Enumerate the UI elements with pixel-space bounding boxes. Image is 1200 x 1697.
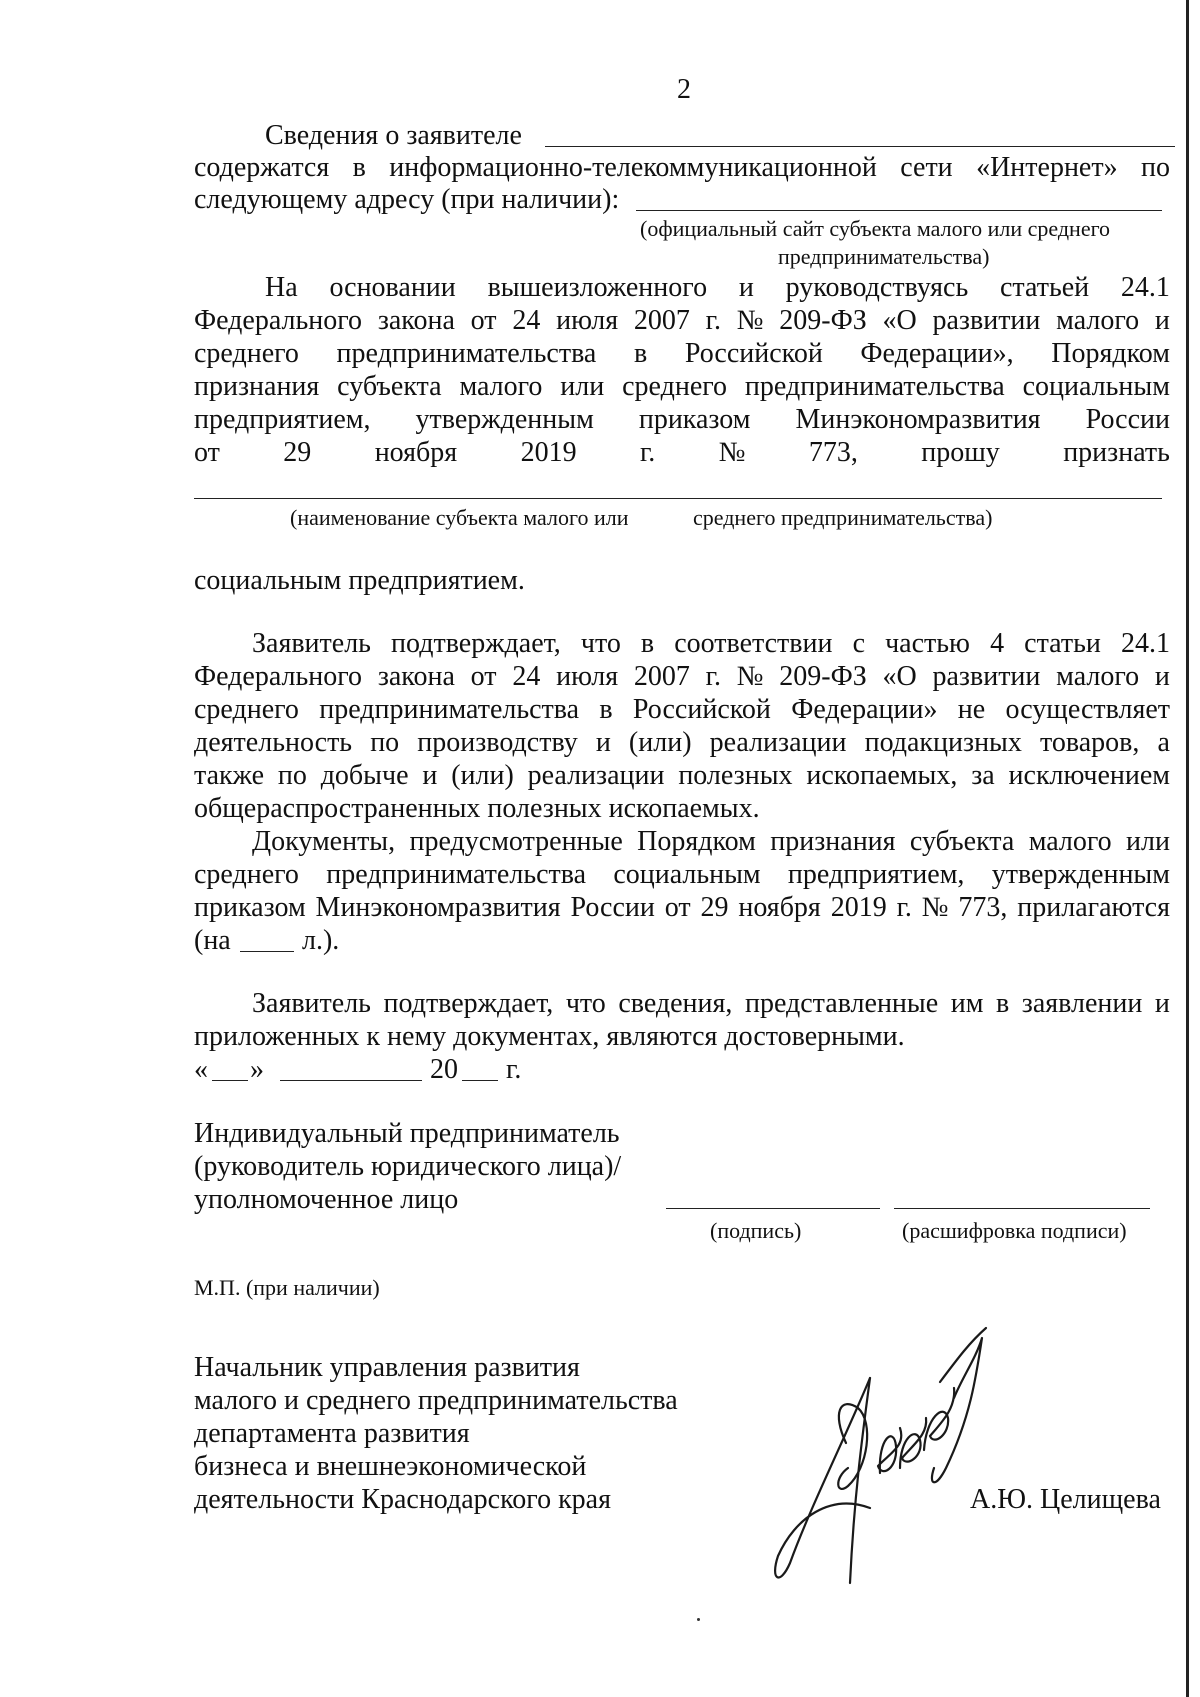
basis-ending: социальным предприятием. <box>194 565 525 596</box>
word: ископаемых, <box>806 760 958 791</box>
applicant-label: Сведения о заявителе <box>265 120 522 151</box>
word: Российской <box>684 338 823 369</box>
word: приказом <box>638 404 751 435</box>
word: 2019 <box>520 437 577 468</box>
word: Российской <box>632 694 771 725</box>
word: 209-ФЗ <box>779 661 867 692</box>
word: Порядком <box>637 826 756 857</box>
word: приказом <box>194 892 306 923</box>
word: 773, <box>808 437 858 468</box>
word: признания <box>770 826 896 857</box>
documents-line-1 <box>252 826 1170 858</box>
basis-line-3 <box>194 338 1170 370</box>
word: июля <box>556 305 619 336</box>
word: от <box>664 892 691 923</box>
confirm2-line-2: приложенных к нему документах, являются достоверными. <box>194 1021 905 1052</box>
word: Минэкономразвития <box>315 892 561 923</box>
word: малого <box>459 371 543 402</box>
word: реализации <box>527 760 665 791</box>
word: закона <box>377 305 455 336</box>
word: (или) <box>451 760 514 791</box>
documents-line-3 <box>194 892 1170 924</box>
word: руководствуясь <box>785 272 969 303</box>
word: 2019 <box>830 892 887 923</box>
address-hint-1: (официальный сайт субъекта малого или среднего <box>640 216 1111 241</box>
word: утвержденным <box>991 859 1170 890</box>
word: подтверждает, <box>383 988 554 1019</box>
word: статьи <box>1024 628 1101 659</box>
scan-speck <box>697 1618 700 1621</box>
chief-line-5: деятельности Краснодарского края <box>194 1484 611 1515</box>
word: среднего <box>622 371 728 402</box>
word: частью <box>885 628 970 659</box>
word: по <box>277 760 307 791</box>
word: прошу <box>921 437 1000 468</box>
word: предпринимательства <box>744 371 1005 402</box>
word: малого <box>1028 826 1112 857</box>
word: 24.1 <box>1120 272 1170 303</box>
word: (или) <box>628 727 692 758</box>
date-year-blank <box>462 1080 498 1081</box>
word: а <box>1157 727 1170 758</box>
enterprise-name-blank <box>194 498 1162 499</box>
confirm1-line-3 <box>194 694 1170 726</box>
word: № <box>736 305 764 336</box>
word: Федерального <box>194 305 363 336</box>
word: г. <box>639 437 656 468</box>
word: в <box>640 628 655 659</box>
signer-line-3: уполномоченное лицо <box>194 1184 459 1215</box>
word: 4 <box>990 628 1005 659</box>
word: по <box>370 727 400 758</box>
page-number: 2 <box>677 74 691 105</box>
confirm1-line-6: общераспространенных полезных ископаемых. <box>194 793 760 824</box>
word: Заявитель <box>252 988 371 1019</box>
word: производству <box>417 727 578 758</box>
word: товаров, <box>1039 727 1140 758</box>
chief-line-3: департамента развития <box>194 1418 470 1449</box>
word: реализации <box>709 727 847 758</box>
chief-name: А.Ю. Целищева <box>970 1484 1161 1515</box>
address-label: следующему адресу (при наличии): <box>194 184 620 215</box>
word: признать <box>1063 437 1170 468</box>
word: социальным <box>613 859 761 890</box>
word: и <box>738 272 754 303</box>
signature-decode-hint: (расшифровка подписи) <box>902 1218 1127 1243</box>
word: среднего <box>194 694 299 725</box>
word: предприятием, <box>194 404 371 435</box>
word: «Интернет» <box>976 152 1118 183</box>
signer-line-1: Индивидуальный предприниматель <box>194 1118 620 1149</box>
word: 29 <box>700 892 729 923</box>
word: что <box>565 988 606 1019</box>
word: г. <box>705 661 721 692</box>
word: также <box>194 760 265 791</box>
confirm1-line-1 <box>252 628 1170 660</box>
confirm1-line-2 <box>194 661 1170 693</box>
word: от <box>470 305 497 336</box>
stamp-note: М.П. (при наличии) <box>194 1275 380 1300</box>
word: исключением <box>1008 760 1170 791</box>
basis-line-6 <box>194 437 1170 469</box>
word: соответствии <box>674 628 833 659</box>
word: 29 <box>283 437 312 468</box>
chief-line-2: малого и среднего предпринимательства <box>194 1385 678 1416</box>
word: Заявитель <box>252 628 371 659</box>
word: 24 <box>512 305 541 336</box>
word: субъекта <box>909 826 1015 857</box>
word: прилагаются <box>1017 892 1170 923</box>
word: Федерации», <box>860 338 1014 369</box>
word: сети <box>900 152 953 183</box>
basis-line-1 <box>265 272 1170 304</box>
word: за <box>971 760 995 791</box>
word: предприятием, <box>787 859 965 890</box>
basis-line-2 <box>194 305 1170 337</box>
word: Федерации» <box>791 694 938 725</box>
date-close-quote: » <box>250 1054 264 1085</box>
word: На <box>265 272 298 303</box>
signature-decode-blank <box>894 1208 1150 1209</box>
word: № <box>921 892 949 923</box>
word: полезных <box>678 760 793 791</box>
word: с <box>852 628 865 659</box>
page-edge-line <box>1186 0 1189 1697</box>
word: статьей <box>1000 272 1090 303</box>
word: или <box>560 371 605 402</box>
word: в <box>995 988 1010 1019</box>
word: утвержденным <box>415 404 594 435</box>
word: и <box>422 760 438 791</box>
word: что <box>580 628 621 659</box>
word: № <box>736 661 764 692</box>
word: среднего <box>194 859 299 890</box>
word: и <box>1154 661 1170 692</box>
date-open-quote: « <box>194 1054 208 1085</box>
date-month-blank <box>280 1080 422 1081</box>
date-year-prefix: 20 <box>430 1054 458 1085</box>
word: по <box>1141 152 1170 183</box>
word: представленные <box>744 988 939 1019</box>
date-year-suffix: г. <box>506 1054 522 1085</box>
applicant-blank <box>545 146 1175 147</box>
basis-line-5 <box>194 404 1170 436</box>
confirm2-line-1 <box>252 988 1170 1020</box>
word: подакцизных <box>864 727 1022 758</box>
word: Документы, <box>252 826 396 857</box>
date-day-blank <box>212 1080 248 1081</box>
word: № <box>718 437 746 468</box>
signature-hint: (подпись) <box>710 1218 802 1243</box>
word: 209-ФЗ <box>779 305 867 336</box>
documents-line-2 <box>194 859 1170 891</box>
word: в <box>599 694 613 725</box>
word: им <box>950 988 984 1019</box>
word: и <box>1154 305 1170 336</box>
word: сведения, <box>618 988 733 1019</box>
signer-line-2: (руководитель юридического лица)/ <box>194 1151 622 1182</box>
word: от <box>194 437 220 468</box>
word: малого <box>1056 661 1140 692</box>
enterprise-name-hint-a: (наименование субъекта малого или <box>290 505 629 530</box>
word: и <box>1154 988 1170 1019</box>
documents-on-prefix: (на <box>194 925 231 956</box>
word: Минэкономразвития <box>795 404 1041 435</box>
word: ноября <box>738 892 821 923</box>
word: в <box>352 152 366 183</box>
word: субъекта <box>337 371 442 402</box>
word: 2007 <box>633 661 690 692</box>
word: июля <box>556 661 619 692</box>
address-blank <box>636 210 1162 211</box>
word: ноября <box>374 437 458 468</box>
word: добыче <box>320 760 409 791</box>
documents-on-suffix: л.). <box>302 925 340 956</box>
word: основании <box>329 272 456 303</box>
word: не <box>957 694 986 725</box>
word: г. <box>705 305 721 336</box>
basis-line-4 <box>194 371 1170 403</box>
word: содержатся <box>194 152 330 183</box>
word: г. <box>896 892 912 923</box>
word: 2007 <box>633 305 690 336</box>
sheet-count-blank <box>240 951 294 952</box>
address-hint-2: предпринимательства) <box>778 244 990 269</box>
word: «О <box>882 305 917 336</box>
handwritten-signature <box>750 1318 1050 1608</box>
word: вышеизложенного <box>487 272 708 303</box>
word: России <box>1085 404 1170 435</box>
word: развитии <box>932 305 1041 336</box>
word: предпринимательства <box>336 338 597 369</box>
word: 24 <box>512 661 541 692</box>
confirm1-line-4 <box>194 727 1170 759</box>
word: Порядком <box>1051 338 1170 369</box>
signature-blank <box>666 1208 880 1209</box>
word: среднего <box>194 338 299 369</box>
word: предусмотренные <box>409 826 623 857</box>
word: подтверждает, <box>391 628 561 659</box>
word: 773, <box>958 892 1008 923</box>
word: от <box>470 661 497 692</box>
confirm1-line-5 <box>194 760 1170 792</box>
enterprise-name-hint-b: среднего предпринимательства) <box>693 505 993 530</box>
word: 24.1 <box>1120 628 1170 659</box>
applicant-line-2 <box>194 152 1170 184</box>
word: и <box>595 727 611 758</box>
word: признания <box>194 371 320 402</box>
word: информационно-телекоммуникационной <box>389 152 877 183</box>
word: развитии <box>932 661 1041 692</box>
word: социальным <box>1022 371 1170 402</box>
chief-line-4: бизнеса и внешнеэкономической <box>194 1451 587 1482</box>
word: предпринимательства <box>319 694 580 725</box>
word: малого <box>1056 305 1140 336</box>
word: заявлении <box>1021 988 1143 1019</box>
word: Федерального <box>194 661 363 692</box>
chief-line-1: Начальник управления развития <box>194 1352 580 1383</box>
word: России <box>570 892 655 923</box>
word: «О <box>882 661 917 692</box>
word: или <box>1126 826 1170 857</box>
word: осуществляет <box>1005 694 1170 725</box>
word: предпринимательства <box>326 859 587 890</box>
word: закона <box>377 661 455 692</box>
word: деятельность <box>194 727 353 758</box>
word: в <box>633 338 648 369</box>
